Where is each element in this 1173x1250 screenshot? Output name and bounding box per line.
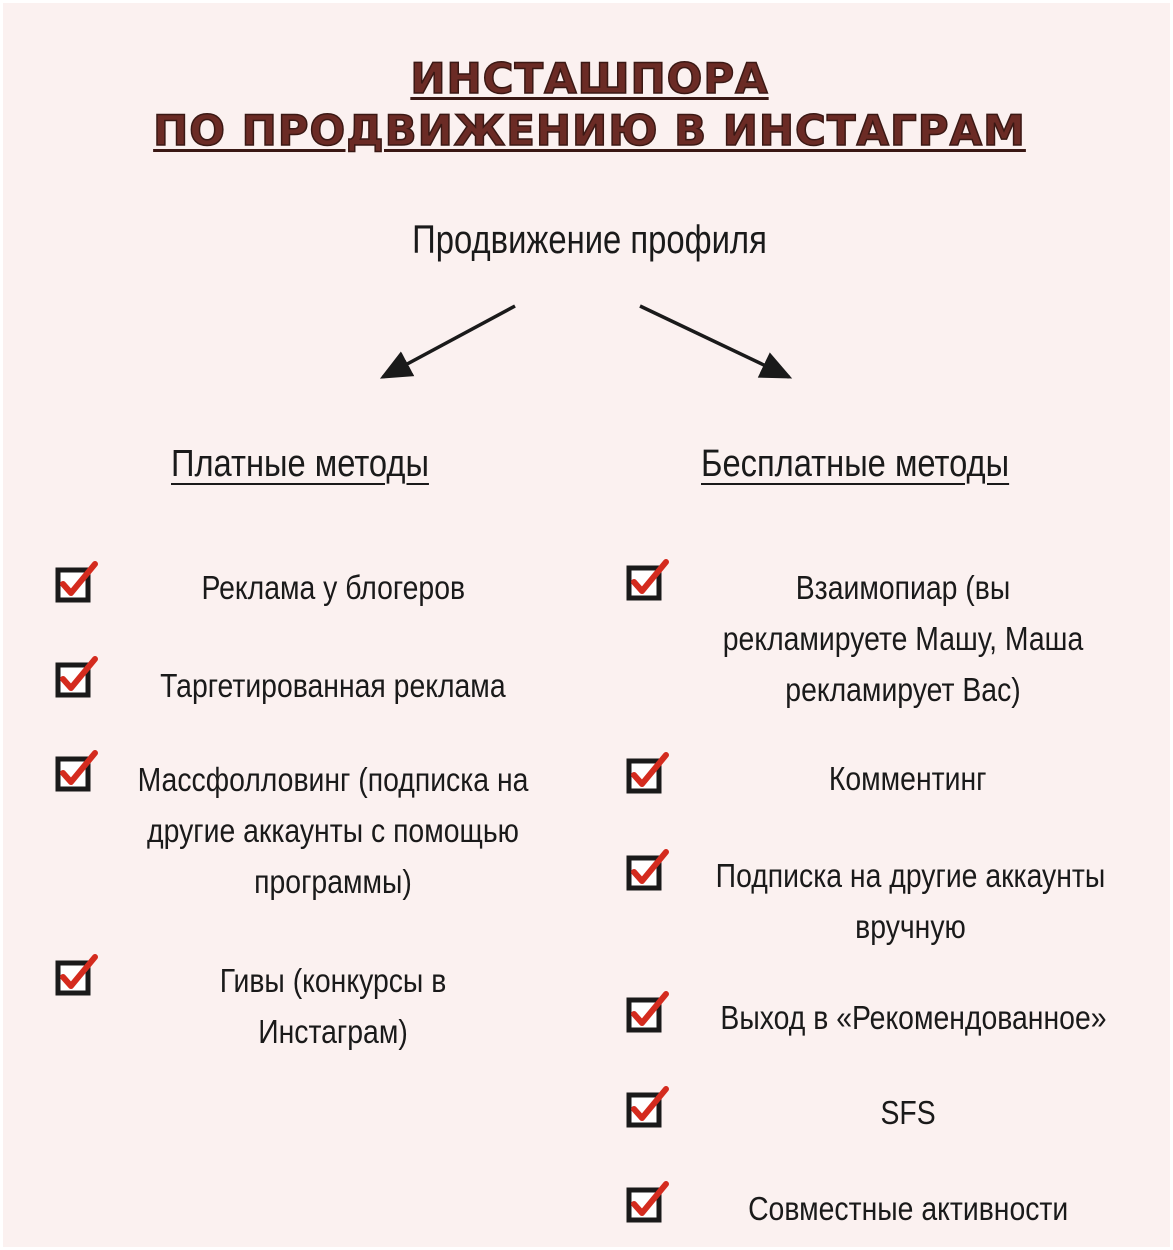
checkbox-checked-icon bbox=[53, 749, 99, 795]
free-item-4: Выход в «Рекомендованное» bbox=[719, 999, 1107, 1036]
free-item-2: Комментинг bbox=[829, 760, 987, 797]
checkbox-checked-icon bbox=[624, 1085, 670, 1131]
main-title-line2: ПО ПРОДВИЖЕНИЮ В ИНСТАГРАМ bbox=[153, 106, 1026, 155]
checkbox-checked-icon bbox=[624, 1180, 670, 1226]
paid-item-3: Массфолловинг (подписка на другие аккаунты с помощью программы) bbox=[137, 761, 529, 900]
paid-item-4: Гивы (конкурсы в Инстаграм) bbox=[219, 962, 447, 1050]
checkbox-checked-icon bbox=[53, 953, 99, 999]
right-arrow bbox=[640, 306, 789, 377]
root-node: Продвижение профиля bbox=[412, 218, 767, 262]
paid-methods-heading: Платные методы bbox=[171, 443, 429, 485]
checkbox-checked-icon bbox=[53, 560, 99, 606]
free-item-5: SFS bbox=[880, 1094, 936, 1131]
checkbox-checked-icon bbox=[624, 751, 670, 797]
paid-item-2: Таргетированная реклама bbox=[160, 667, 506, 704]
paid-item-1: Реклама у блогеров bbox=[201, 569, 465, 606]
left-arrow bbox=[383, 306, 515, 377]
checkbox-checked-icon bbox=[624, 558, 670, 604]
free-item-6: Совместные активности bbox=[747, 1190, 1069, 1227]
free-item-1: Взаимопиар (вы рекламируете Машу, Маша рекламирует Вас) bbox=[722, 569, 1084, 708]
free-item-3: Подписка на другие аккаунты вручную bbox=[715, 857, 1106, 945]
main-title-line1: ИНСТАШПОРА bbox=[410, 54, 769, 103]
free-methods-heading: Бесплатные методы bbox=[701, 443, 1010, 485]
checkbox-checked-icon bbox=[53, 655, 99, 701]
checkbox-checked-icon bbox=[624, 848, 670, 894]
